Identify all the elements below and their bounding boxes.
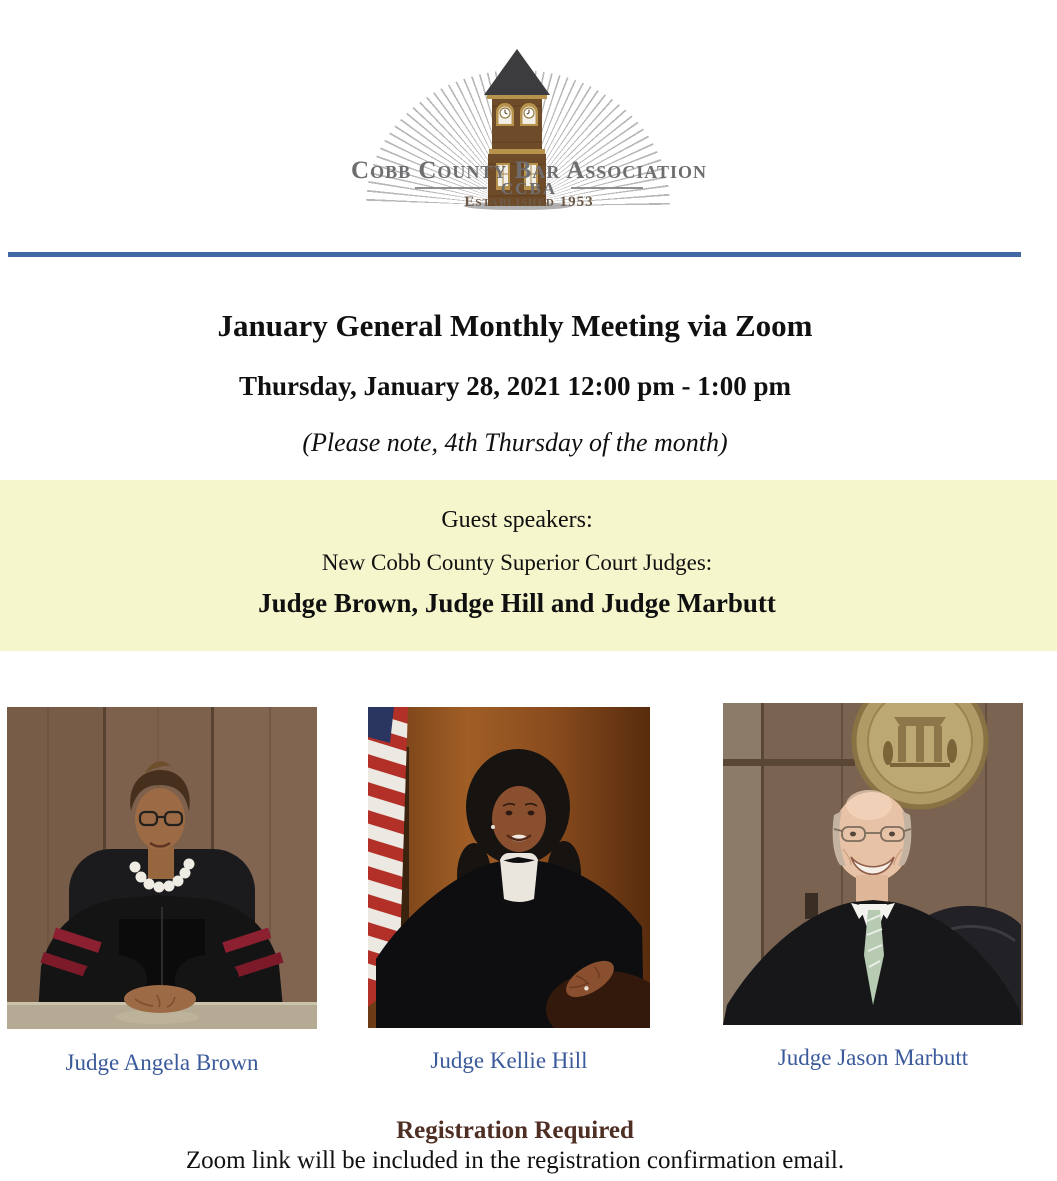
org-name: Cobb County Bar Association bbox=[351, 157, 707, 184]
speakers-names: Judge Brown, Judge Hill and Judge Marbutt bbox=[258, 588, 776, 618]
meeting-datetime: Thursday, January 28, 2021 12:00 pm - 1:00 pm bbox=[238, 371, 792, 401]
zoom-link-note: Zoom link will be included in the registration confirmation email. bbox=[185, 1147, 845, 1174]
ccba-right-rule bbox=[571, 187, 643, 189]
ccba-left-rule bbox=[415, 187, 487, 189]
caption-judge-jason-marbutt: Judge Jason Marbutt bbox=[777, 1045, 969, 1070]
caption-judge-kellie-hill: Judge Kellie Hill bbox=[430, 1048, 588, 1073]
established-text: Established 1953 bbox=[464, 194, 594, 210]
guest-speakers-heading: Guest speakers: bbox=[441, 507, 593, 533]
blue-divider-line bbox=[8, 252, 1021, 257]
meeting-note: (Please note, 4th Thursday of the month) bbox=[302, 428, 728, 457]
judge-jason-marbutt-photo bbox=[723, 703, 1023, 1025]
ccba-acronym: CCBA bbox=[500, 178, 558, 198]
speakers-highlight-band bbox=[0, 480, 1057, 651]
caption-judge-angela-brown: Judge Angela Brown bbox=[65, 1050, 259, 1075]
meeting-title: January General Monthly Meeting via Zoom bbox=[217, 308, 813, 343]
judge-kellie-hill-photo bbox=[368, 707, 650, 1028]
registration-required-text: Registration Required bbox=[396, 1117, 634, 1144]
judge-angela-brown-photo bbox=[7, 707, 317, 1029]
speakers-subheading: New Cobb County Superior Court Judges: bbox=[321, 550, 713, 575]
